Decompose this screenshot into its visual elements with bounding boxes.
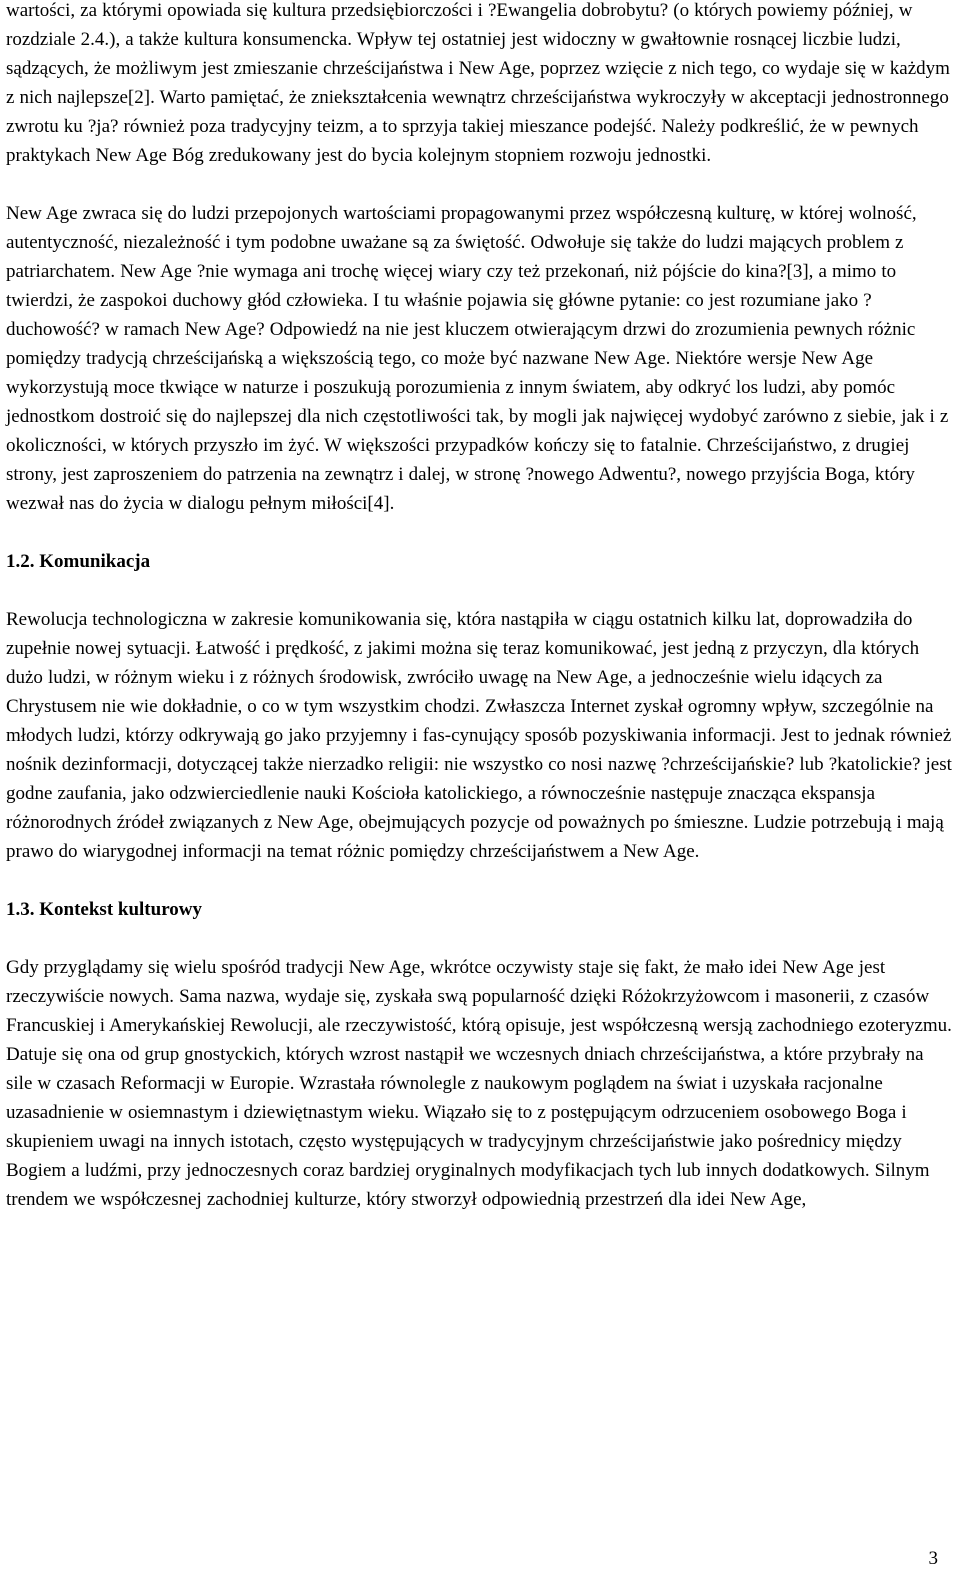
paragraph-komunikacja: Rewolucja technologiczna w zakresie komunikowania się, która nastąpiła w ciągu ostatnich kilku lat, doprowadziła do zupełnie nowej sytuacji. Łatwość i prędkość, z jakimi można się teraz komunikować, jest jedną z przyczyn, dla których dużo ludzi, w różnym wieku i z różnych środowisk, zwróciło uwagę na New Age, a jednocześnie wielu idących za Chrystusem nie wie dokładnie, o co w tym wszystkim chodzi. Zwłaszcza Internet zyskał ogromny wpływ, szczególnie na młodych ludzi, którzy odkrywają go jako przyjemny i fas-cynujący sposób pozyskiwania informacji. Jest to jednak również nośnik dezinformacji, dotyczącej także nierzadko religii: nie wszystko co nosi nazwę ?chrześcijańskie? lub ?katolickie? jest godne zaufania, jako odzwierciedlenie nauki Kościoła katolickiego, a równocześnie następuje znacząca ekspansja różnorodnych źródeł związanych z New Age, obejmujących pozycje od poważnych po śmieszne. Ludzie potrzebują i mają prawo do wiarygodnej informacji na temat różnic pomiędzy chrześcijaństwem a New Age. (6, 609, 952, 862)
section-heading-kontekst-kulturowy: 1.3. Kontekst kulturowy (6, 899, 203, 920)
paragraph-intro-1: wartości, za którymi opowiada się kultura przedsiębiorczości i ?Ewangelia dobrobytu? (o których powiemy później, w rozdziale 2.4.), a także kultura konsumencka. Wpływ tej ostatniej jest widoczny w gwałtownie rosnącej liczbie ludzi, sądzących, że możliwym jest zmieszanie chrześcijaństwa i New Age, poprzez wzięcie z nich tego, co wydaje się w każdym z nich najlepsze[2]. Warto pamiętać, że zniekształcenia wewnątrz chrześcijaństwa wykroczyły w akceptacji jednostronnego zwrotu ku ?ja? również poza tradycyjny teizm, a to sprzyja takiej mieszance podejść. Należy podkreślić, że w pewnych praktykach New Age Bóg zredukowany jest do bycia kolejnym stopniem rozwoju jednostki. (6, 0, 950, 166)
paragraph-kontekst-kulturowy: Gdy przyglądamy się wielu spośród tradycji New Age, wkrótce oczywisty staje się fakt, że mało idei New Age jest rzeczywiście nowych. Sama nazwa, wydaje się, zyskała swą popularność dzięki Różokrzyżowcom i masonerii, z czasów Francuskiej i Amerykańskiej Rewolucji, ale rzeczywistość, którą opisuje, jest współczesną wersją zachodniego ezoteryzmu. Datuje się ona od grup gnostyckich, których wzrost nastąpił we wczesnych dniach chrześcijaństwa, a które przybrały na sile w czasach Reformacji w Europie. Wzrastała równolegle z naukowym poglądem na świat i uzyskała racjonalne uzasadnienie w osiemnastym i dziewiętnastym wieku. Wiązało się to z postępującym odrzuceniem osobowego Boga i skupieniem uwagi na innych istotach, często występujących w tradycyjnym chrześcijaństwie jako pośrednicy między Bogiem a ludźmi, przy jednoczesnych coraz bardziej oryginalnych modyfikacjach tych lub innych dodatkowych. Silnym trendem we współczesnej zachodniej kulturze, który stworzył odpowiednią przestrzeń dla idei New Age, (6, 957, 952, 1210)
document-page (6, 0, 954, 1214)
page-number: 3 (928, 1548, 938, 1569)
section-heading-komunikacja: 1.2. Komunikacja (6, 551, 151, 572)
paragraph-intro-2: New Age zwraca się do ludzi przepojonych wartościami propagowanymi przez współczesną kulturę, w której wolność, autentyczność, niezależność i tym podobne uważane są za świętość. Odwołuje się także do ludzi mających problem z patriarchatem. New Age ?nie wymaga ani trochę więcej wiary czy też przekonań, niż pójście do kina?[3], a mimo to twierdzi, że zaspokoi duchowy głód człowieka. I tu właśnie pojawia się główne pytanie: co jest rozumiane jako ?duchowość? w ramach New Age? Odpowiedź na nie jest kluczem otwierającym drzwi do zrozumienia pewnych różnic pomiędzy tradycją chrześcijańską a większością tego, co może być nazwane New Age. Niektóre wersje New Age wykorzystują moce tkwiące w naturze i poszukują porozumienia z innym światem, aby odkryć los ludzi, aby pomóc jednostkom dostroić się do najlepszej dla nich częstotliwości tak, by mogli jak najwięcej wydobyć zarówno z siebie, jak i z okoliczności, w których przyszło im żyć. W większości przypadków kończy się to fatalnie. Chrześcijaństwo, z drugiej strony, jest zaproszeniem do patrzenia na zewnątrz i dalej, w stronę ?nowego Adwentu?, nowego przyjścia Boga, który wezwał nas do życia w dialogu pełnym miłości[4]. (6, 203, 949, 514)
